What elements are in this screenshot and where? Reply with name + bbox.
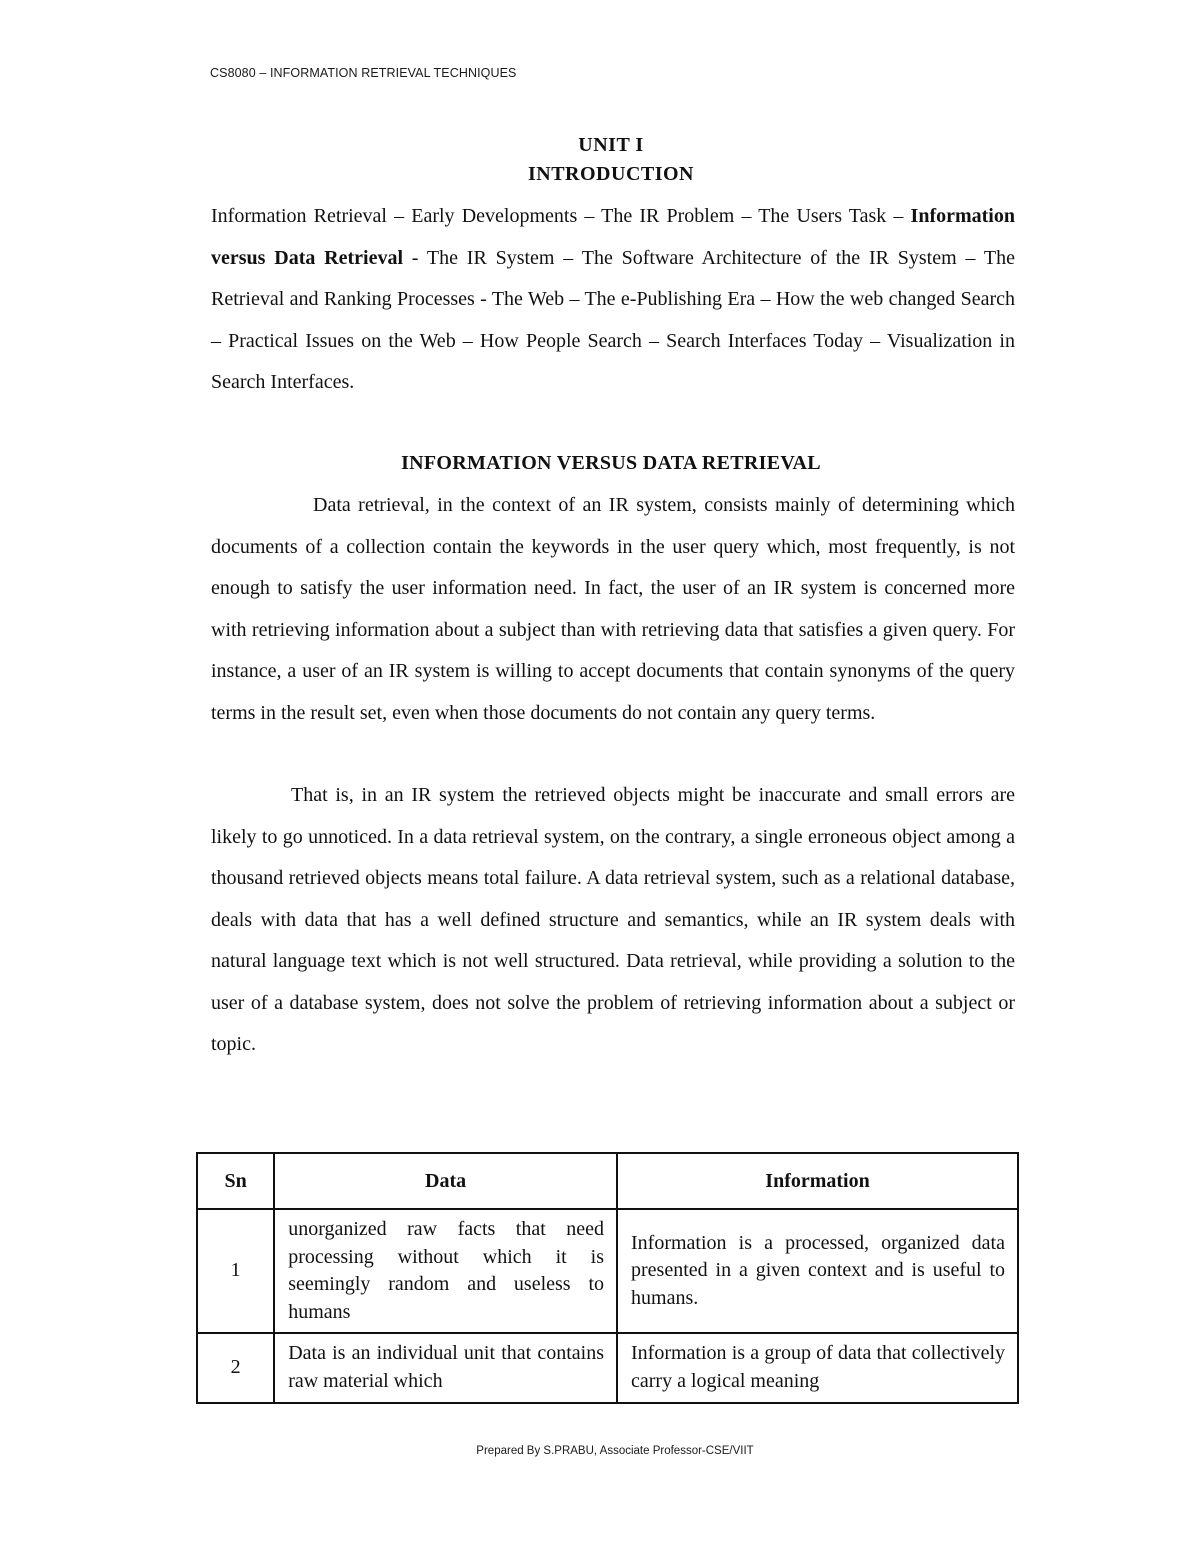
paragraph-ir-system: That is, in an IR system the retrieved objects might be inaccurate and small errors are likely to go unnoticed. In a data retrieval system, on the contrary, a single erroneous object among a thousand retrieved objects means total failure. A data retrieval system, such as a relational database, deals with data that has a well defined structure and semantics, while an IR system deals with natural language text which is not well structured. Data retrieval, while providing a solution to the user of a database system, does not solve the problem of retrieving information about a subject or topic. [211, 784, 1015, 1055]
syllabus-text-start: Information Retrieval – Early Developments – The IR Problem – The Users Task – [211, 205, 911, 227]
header-sn: Sn [197, 1153, 274, 1209]
cell-information: Information is a processed, organized data presented in a given context and is useful to humans. [617, 1209, 1018, 1333]
header-information: Information [617, 1153, 1018, 1209]
cell-information: Information is a group of data that collectively carry a logical meaning [631, 1342, 1005, 1392]
syllabus-text-end: - The IR System – The Software Architecture of the IR System – The Retrieval and Ranking Processes - The Web – The e-Publishing Era – How the web changed Search – Practical Issues on the Web – How People Search – Search Interfaces Today – Visualization in Search Interfaces. [211, 246, 1015, 393]
cell-sn: 2 [197, 1333, 274, 1403]
syllabus-highlighted-topic: Information versus Data Retrieval [211, 205, 1015, 269]
page-header: CS8080 – INFORMATION RETRIEVAL TECHNIQUES [210, 66, 517, 80]
syllabus-topics [211, 196, 1015, 404]
unit-number: UNIT I [578, 134, 644, 156]
table-header-row [197, 1153, 1018, 1209]
paragraph-data-retrieval: Data retrieval, in the context of an IR system, consists mainly of determining which documents of a collection contain the keywords in the user query which, most frequently, is not enough to satisfy the user information need. In fact, the user of an IR system is concerned more with retrieving information about a subject than with retrieving data that satisfies a given query. For instance, a user of an IR system is willing to accept documents that contain synonyms of the query terms in the result set, even when those documents do not contain any query terms. [211, 494, 1015, 724]
section-heading: INFORMATION VERSUS DATA RETRIEVAL [401, 452, 821, 474]
cell-information-wrapper [617, 1333, 1018, 1403]
cell-data-wrapper [274, 1333, 617, 1403]
cell-data: unorganized raw facts that need processing without which it is seemingly random and useless to humans [274, 1209, 617, 1333]
cell-data: Data is an individual unit that contains raw material which [288, 1342, 605, 1392]
cell-sn: 1 [197, 1209, 274, 1333]
table-row [197, 1209, 1018, 1333]
data-vs-information-table [196, 1152, 1019, 1404]
page-footer: Prepared By S.PRABU, Associate Professor-CSE/VIIT [476, 1445, 754, 1457]
unit-title: INTRODUCTION [527, 163, 695, 185]
header-data: Data [274, 1153, 617, 1209]
table-row [197, 1333, 1018, 1403]
